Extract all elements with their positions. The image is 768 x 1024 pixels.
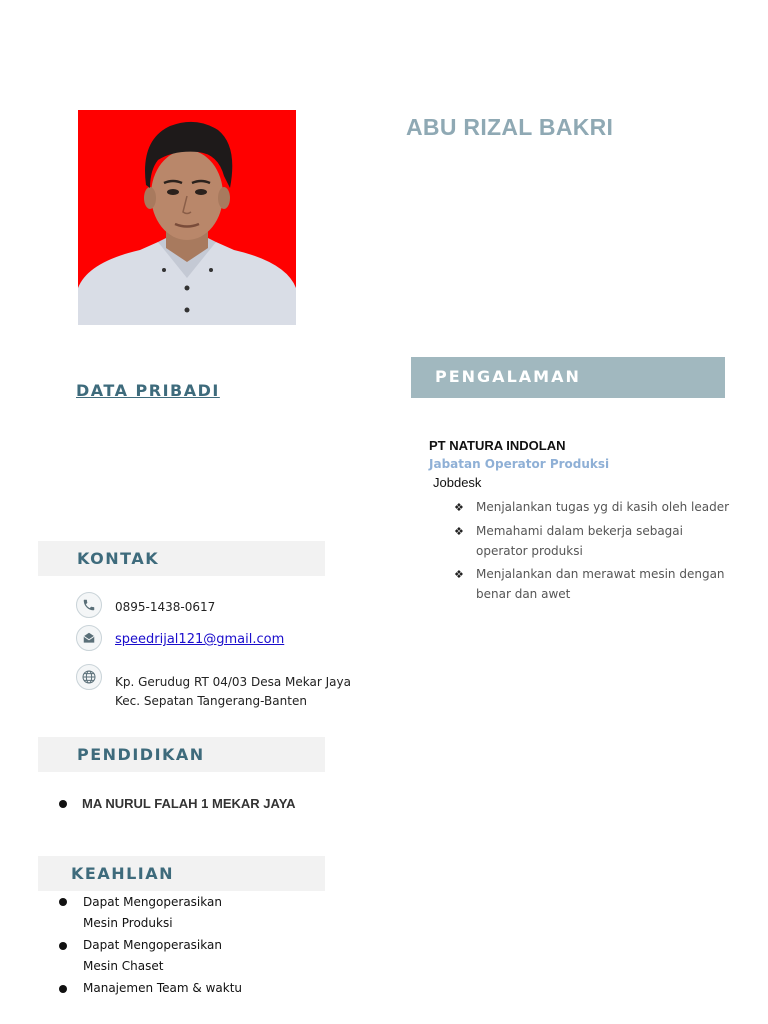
education-item: MA NURUL FALAH 1 MEKAR JAYA	[82, 796, 296, 811]
duty-item: Menjalankan tugas yg di kasih oleh leader	[476, 500, 730, 514]
email-link[interactable]: speedrijal121@gmail.com	[115, 632, 285, 647]
mail-icon	[76, 625, 102, 651]
globe-icon	[76, 664, 102, 690]
keahlian-heading: KEAHLIAN	[71, 864, 175, 883]
duty-item: Memahami dalam bekerja sebagai operator produksi	[476, 524, 683, 558]
skill-line: Dapat Mengoperasikan	[83, 895, 222, 909]
kontak-heading: KONTAK	[77, 549, 160, 568]
address-line-2: Kec. Sepatan Tangerang-Banten	[115, 694, 307, 708]
keahlian-section-header	[38, 856, 325, 891]
diamond-bullet-icon: ❖	[454, 568, 464, 581]
address-line-1: Kp. Gerudug RT 04/03 Desa Mekar Jaya	[115, 675, 351, 689]
skill-line: Manajemen Team & waktu	[83, 981, 243, 995]
diamond-bullet-icon: ❖	[454, 501, 464, 514]
bullet-icon	[59, 800, 67, 808]
skill-line: Mesin Produksi	[83, 916, 173, 930]
data-pribadi-heading: DATA PRIBADI	[76, 381, 220, 400]
phone-icon	[76, 592, 102, 618]
pendidikan-section-header	[38, 737, 325, 772]
skill-item	[83, 892, 222, 934]
skill-item	[83, 935, 222, 977]
skill-line: Dapat Mengoperasikan	[83, 938, 222, 952]
company-name: PT NATURA INDOLAN	[429, 438, 566, 453]
pengalaman-heading: PENGALAMAN	[435, 367, 581, 386]
pendidikan-heading: PENDIDIKAN	[77, 745, 205, 764]
diamond-bullet-icon: ❖	[454, 525, 464, 538]
bullet-icon	[59, 985, 67, 993]
phone-number: 0895-1438-0617	[115, 600, 216, 614]
skill-item	[83, 978, 242, 999]
bullet-icon	[59, 942, 67, 950]
duty-item: Menjalankan dan merawat mesin dengan benar dan awet	[476, 567, 725, 601]
full-name: ABU RIZAL BAKRI	[406, 114, 614, 140]
jobdesk-label: Jobdesk	[433, 475, 482, 490]
kontak-section-header	[38, 541, 325, 576]
profile-photo	[78, 110, 296, 325]
job-title: Jabatan Operator Produksi	[429, 457, 610, 471]
bullet-icon	[59, 898, 67, 906]
skill-line: Mesin Chaset	[83, 959, 164, 973]
pengalaman-section-header	[411, 357, 725, 398]
